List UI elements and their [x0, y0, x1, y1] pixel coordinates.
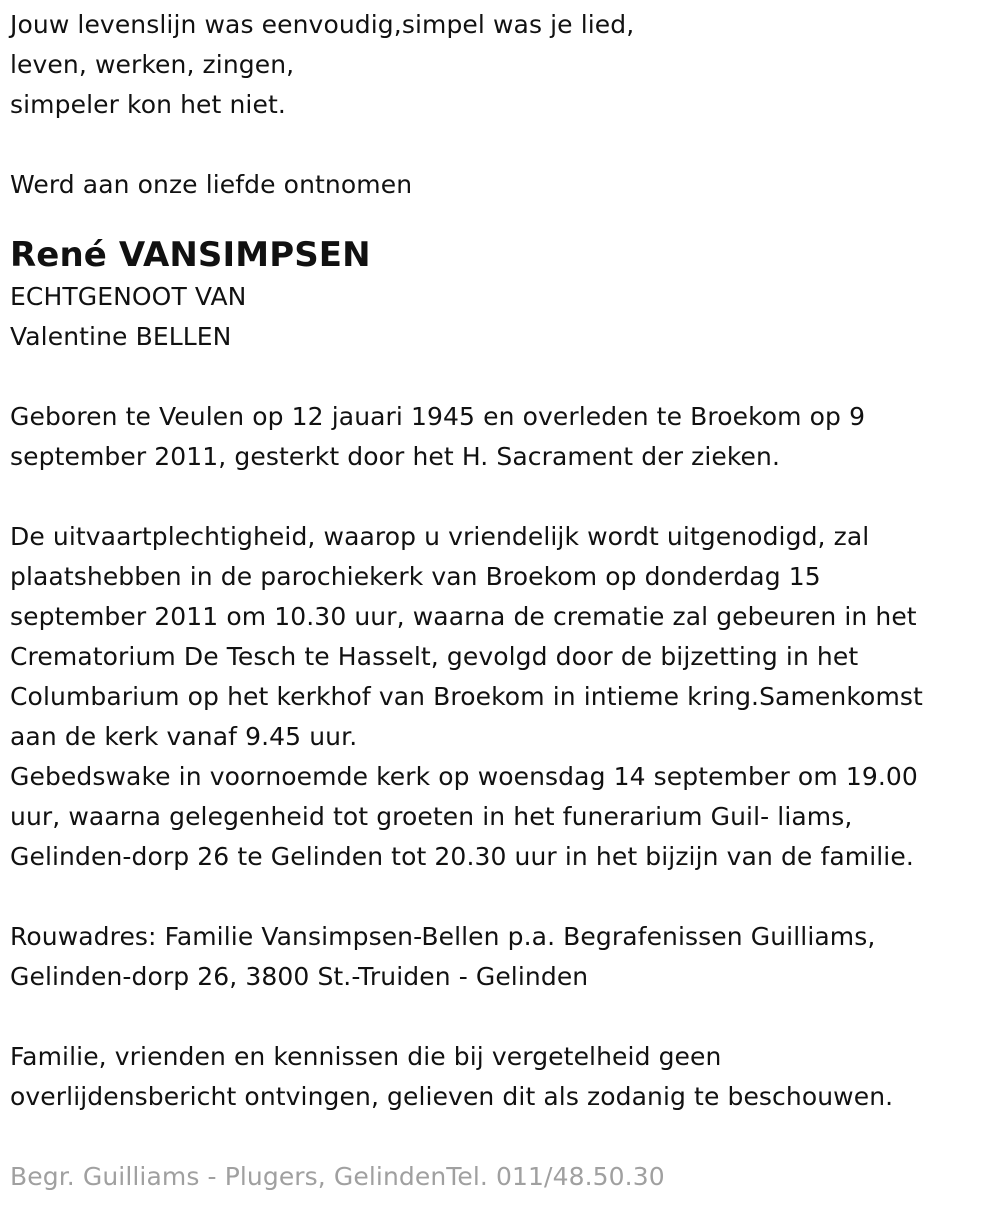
poem-line: Jouw levenslijn was eenvoudig,simpel was je lied, [10, 10, 635, 39]
paragraph-line: Gelinden-dorp 26, 3800 St.-Truiden - Gelinden [10, 962, 589, 991]
funeral-home-footer: Begr. Guilliams - Plugers, GelindenTel. 011/48.50.30 [10, 1162, 665, 1191]
paragraph-line: september 2011, gesterkt door het H. Sacrament der zieken. [10, 442, 781, 471]
paragraph-line: Familie, vrienden en kennissen die bij vergetelheid geen [10, 1042, 722, 1071]
deceased-name: René VANSIMPSEN [10, 235, 371, 275]
closing-paragraph [10, 1037, 990, 1117]
spacer [10, 1117, 990, 1157]
paragraph-line: uur, waarna gelegenheid tot groeten in het funerarium Guil- liams, [10, 802, 853, 831]
birth-death-paragraph [10, 397, 990, 477]
spacer [10, 477, 990, 517]
poem [10, 5, 990, 125]
poem-line: leven, werken, zingen, [10, 50, 295, 79]
intro-text: Werd aan onze liefde ontnomen [10, 170, 413, 199]
spacer [10, 997, 990, 1037]
paragraph-line: Columbarium op het kerkhof van Broekom in intieme kring.Samenkomst [10, 682, 923, 711]
paragraph-line: aan de kerk vanaf 9.45 uur. [10, 722, 358, 751]
poem-line: simpeler kon het niet. [10, 90, 286, 119]
paragraph-line: De uitvaartplechtigheid, waarop u vriendelijk wordt uitgenodigd, zal [10, 522, 870, 551]
address-paragraph [10, 917, 990, 997]
spacer [10, 877, 990, 917]
paragraph-line: Gelinden-dorp 26 te Gelinden tot 20.30 uur in het bijzijn van de familie. [10, 842, 914, 871]
paragraph-line: Crematorium De Tesch te Hasselt, gevolgd door de bijzetting in het [10, 642, 859, 671]
spouse-label: ECHTGENOOT VAN [10, 282, 247, 311]
paragraph-line: overlijdensbericht ontvingen, gelieven dit als zodanig te beschouwen. [10, 1082, 894, 1111]
spouse-name: Valentine BELLEN [10, 322, 232, 351]
funeral-paragraph [10, 517, 990, 877]
spacer [10, 125, 990, 165]
paragraph-line: Rouwadres: Familie Vansimpsen-Bellen p.a. Begrafenissen Guilliams, [10, 922, 876, 951]
paragraph-line: september 2011 om 10.30 uur, waarna de crematie zal gebeuren in het [10, 602, 917, 631]
paragraph-line: Gebedswake in voornoemde kerk op woensdag 14 september om 19.00 [10, 762, 918, 791]
spacer [10, 357, 990, 397]
paragraph-line: Geboren te Veulen op 12 jauari 1945 en overleden te Broekom op 9 [10, 402, 866, 431]
obituary-notice [10, 5, 990, 1197]
paragraph-line: plaatshebben in de parochiekerk van Broekom op donderdag 15 [10, 562, 821, 591]
